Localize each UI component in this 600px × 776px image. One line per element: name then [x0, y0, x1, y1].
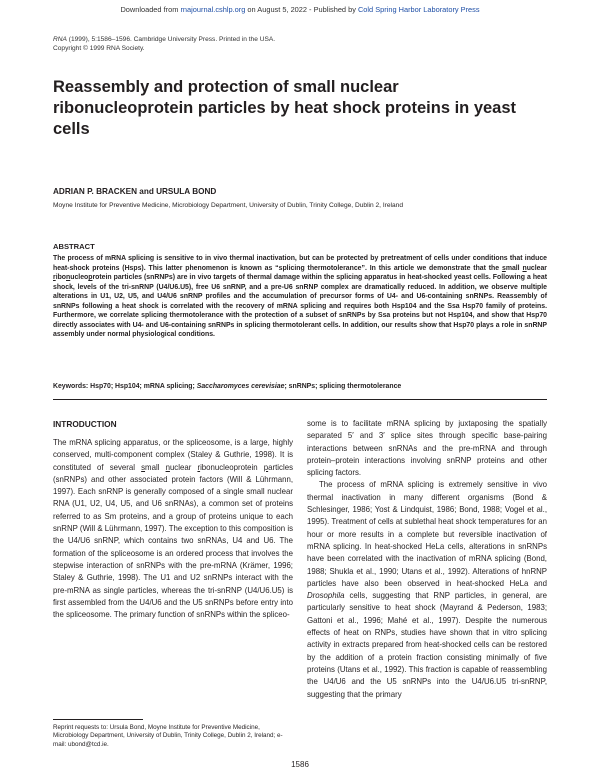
keywords-line: Keywords: Hsp70; Hsp104; mRNA splicing; Saccharomyces cerevisiae; snRNPs; splicing thermotolerance — [53, 383, 402, 390]
abstract-heading: ABSTRACT — [53, 242, 95, 251]
left-column — [53, 418, 293, 621]
journal-name: RNA — [53, 36, 67, 43]
intro-paragraph-2: The process of mRNA splicing is extremely sensitive in vivo thermal inactivation in many different organisms (Bond & Schlesinger, 1986; Yost & Lindquist, 1986; Bond, 1988; Vogel et al., 1995). Treatment of cells at sublethal heat shock temperatures for an hour or more results in a complete but reversible inactivation of mRNA splicing. In heat-shocked HeLa cells, alterations in snRNPs have been correlated with the inactivation of mRNA splicing (Bond, 1988; Shukla et al., 1990; Utans et al., 1992). Alterations of hnRNP particles have also been observed in heat-shocked HeLa and Drosophila cells, suggesting that RNP particles, in general, are particularly sensitive to heat shock (Mayrand & Pederson, 1983; Gattoni et al., 1996; Mahé et al., 1997). Despite the numerous effects of heat on RNPs, studies have shown that in vitro splicing activity in extracts prepared from heat-shocked cells can be restored by the addition of a protein fraction consisting minimally of five proteins (Utans et al., 1992). This fraction is capable of reassembling the U4/U6 and the U5 snRNPs into the U4/U6.U5 tri-snRNP, suggesting that the primary — [307, 480, 547, 699]
citation-text: (1999), 5:1586–1596. Cambridge University Press. Printed in the USA. — [66, 36, 276, 43]
publisher-link[interactable]: Cold Spring Harbor Laboratory Press — [357, 5, 480, 14]
article-title: Reassembly and protection of small nuclear ribonucleoprotein particles by heat shock proteins in yeast cells — [53, 78, 517, 138]
reprint-footnote: Reprint requests to: Ursula Bond, Moyne Institute for Preventive Medicine, Microbiology Department, University of Dublin, Trinity College, Dublin 2, Ireland; e-mail: ubond@tcd.ie. — [53, 724, 283, 748]
page-number: 1586 — [291, 760, 309, 769]
author-list: ADRIAN P. BRACKEN and URSULA BOND — [53, 187, 217, 196]
species-name: Saccharomyces cerevisiae — [196, 383, 285, 390]
intro-paragraph-1-cont: some is to facilitate mRNA splicing by juxtaposing the spatially separated 5′ and 3′ splice sites through specific base-pairing interactions between snRNAs and the pre-mRNA and through protein–protein interactions involving snRNP proteins and other splicing factors. — [307, 419, 547, 478]
banner-middle: on August 5, 2022 - Published by — [247, 5, 356, 14]
intro-paragraph-1: The mRNA splicing apparatus, or the spliceosome, is a large, highly conserved, multi-component complex (Staley & Guthrie, 1998). It is constituted of several small nuclear ribonucleoprotein particles (snRNPs) and other associated protein factors (Will & Lührmann, 1997). Each snRNP is generally composed of a single small nuclear RNA (U1, U2, U4, U5, and U6 snRNAs), a common set of proteins referred to as Sm proteins, and a group of proteins unique to each snRNP (Will & Lührmann, 1997). The exception to this composition is the U4/U6 snRNP, which contains two snRNAs, U4 and U6. The formation of the spliceosome is an ordered process that involves the stepwise interaction of snRNPs with the pre-mRNA (Krämer, 1996; Staley & Guthrie, 1998). The U1 and U2 snRNPs interact with the pre-mRNA as single particles, whereas the tri-snRNP (U4/U6.U5) is first assembled from the U4/U6 and the U5 snRNPs before entry into the spliceosome. The primary function of snRNPs within the spliceo- — [53, 438, 293, 620]
abstract-text: The process of mRNA splicing is sensitive to in vivo thermal inactivation, but can be protected by pretreatment of cells under conditions that induce heat-shock proteins (Hsps). This latter phenomenon is known as “splicing thermotolerance”. In this article we demonstrate that the small nuclear ribonucleoprotein particles (snRNPs) are in vivo targets of thermal damage within the splicing apparatus in heat-shocked yeast cells. Following a heat shock, levels of the tri-snRNP (U4/U6.U5), free U6 snRNP, and a pre-U6 snRNP complex are dramatically reduced. In addition, we observe multiple alterations in U1, U2, U5, and U4/U6 snRNP profiles and the accumulation of precursor forms of U4- and U6-containing snRNPs. Reassembly of snRNPs following a heat shock is correlated with the recovery of mRNA splicing and requires both Hsp104 and the Ssa Hsp70 family of proteins. Furthermore, we correlate splicing thermotolerance with the protection of a subset of snRNPs by Ssa proteins but not Hsp104, and show that Hsp70 directly associates with U4- and U6-containing snRNPs in splicing thermotolerant cells. In addition, our results show that Hsp70 plays a role in snRNP assembly under normal physiological conditions. — [53, 255, 547, 338]
section-divider — [53, 399, 547, 400]
footnote-divider — [53, 719, 143, 720]
copyright-line: Copyright © 1999 RNA Society. — [53, 44, 145, 52]
banner-prefix: Downloaded from — [120, 5, 179, 14]
journal-site-link[interactable]: rnajournal.cshlp.org — [180, 5, 246, 14]
introduction-heading: INTRODUCTION — [53, 419, 117, 429]
download-banner — [0, 5, 600, 14]
author-affiliation: Moyne Institute for Preventive Medicine, Microbiology Department, University of Dublin, Trinity College, Dublin 2, Ireland — [53, 202, 403, 209]
keywords-label: Keywords: — [53, 383, 89, 390]
journal-citation — [53, 36, 275, 53]
right-column — [307, 418, 547, 701]
